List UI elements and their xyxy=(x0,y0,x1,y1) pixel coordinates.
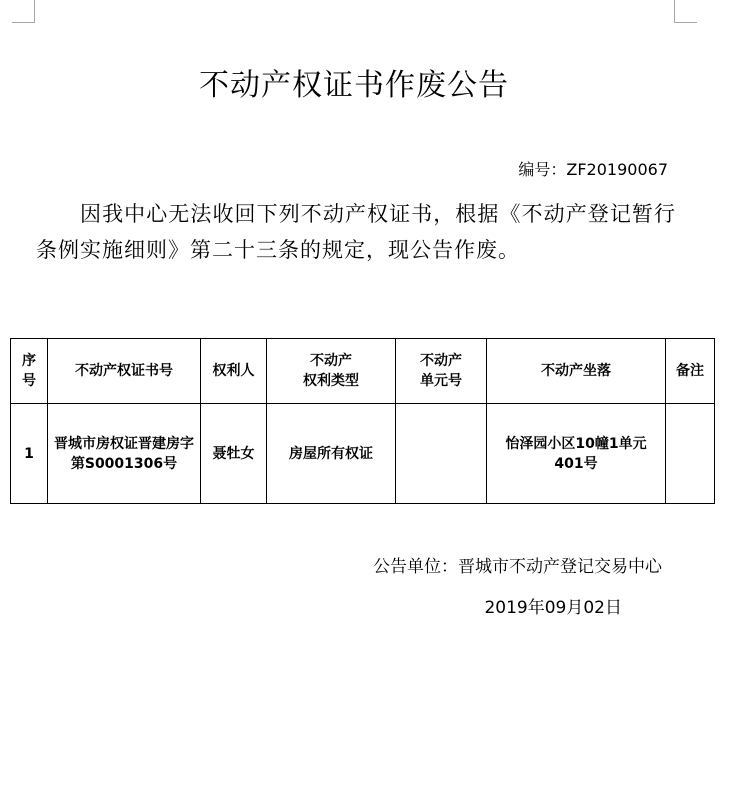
table-row xyxy=(11,404,715,504)
page-corner-mark-top-right xyxy=(674,0,697,23)
announcement-body: 因我中心无法收回下列不动产权证书，根据《不动产登记暂行条例实施细则》第二十三条的规定，现公告作废。 xyxy=(36,202,676,262)
certificate-table xyxy=(10,338,715,504)
cell-unit-no xyxy=(396,404,487,504)
cell-certificate-no: 晋城市房权证晋建房字第S0001306号 xyxy=(48,404,201,504)
header-remarks: 备注 xyxy=(666,339,715,404)
page-corner-mark-top-left xyxy=(12,0,35,23)
header-location: 不动产坐落 xyxy=(487,339,666,404)
header-unit-no: 不动产 单元号 xyxy=(396,339,487,404)
cell-remarks xyxy=(666,404,715,504)
cell-index: 1 xyxy=(11,404,48,504)
header-index: 序 号 xyxy=(11,339,48,404)
table-header-row xyxy=(11,339,715,404)
document-number: 编号：ZF20190067 xyxy=(518,160,668,179)
cell-owner: 聂牡女 xyxy=(201,404,267,504)
page-title: 不动产权证书作废公告 xyxy=(199,68,509,103)
publish-date: 2019年09月02日 xyxy=(484,598,622,618)
header-certificate-no: 不动产权证书号 xyxy=(48,339,201,404)
header-owner: 权利人 xyxy=(201,339,267,404)
publisher-line: 公告单位：晋城市不动产登记交易中心 xyxy=(373,557,662,577)
cell-right-type: 房屋所有权证 xyxy=(267,404,396,504)
cell-location: 怡泽园小区10幢1单元401号 xyxy=(487,404,666,504)
header-right-type: 不动产 权利类型 xyxy=(267,339,396,404)
